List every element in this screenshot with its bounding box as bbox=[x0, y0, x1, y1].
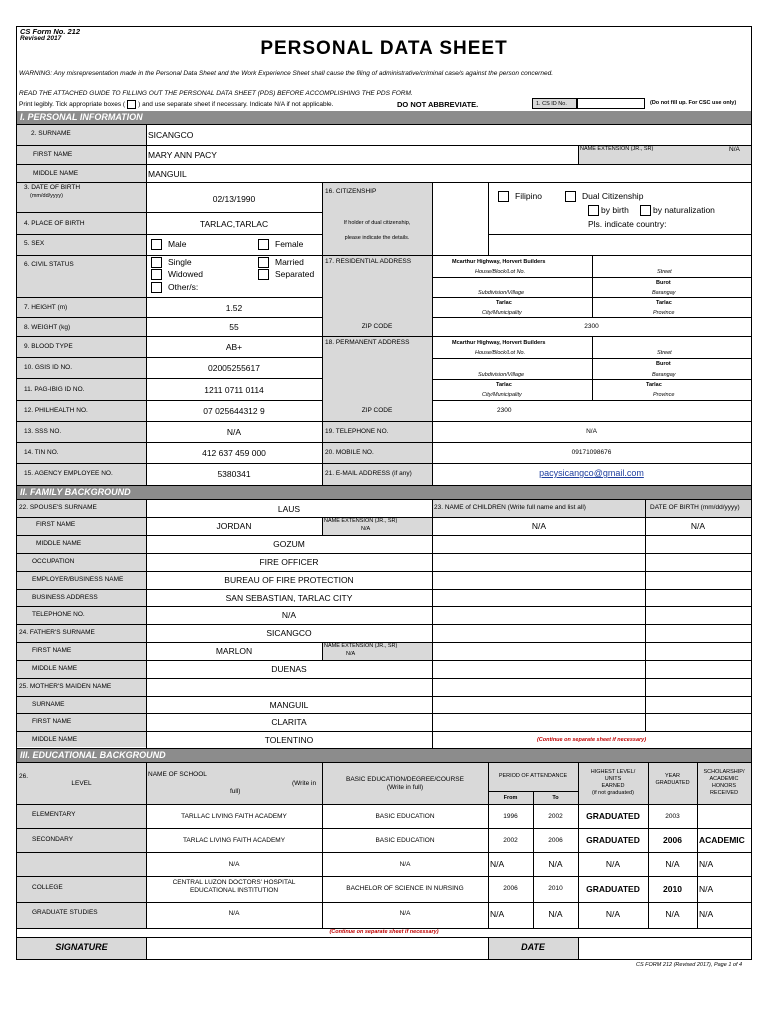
spouse-surname-label: 22. SPOUSE'S SURNAME bbox=[19, 504, 97, 511]
name-ext-value[interactable]: N/A bbox=[729, 146, 740, 153]
res-province-caption: Province bbox=[653, 310, 675, 316]
edu-level: SECONDARY bbox=[32, 836, 74, 843]
course-header-b: (Write in full) bbox=[386, 784, 424, 791]
citizenship-filipino-option[interactable]: Filipino bbox=[498, 191, 542, 202]
weight-value[interactable]: 55 bbox=[229, 322, 239, 332]
edu-highest[interactable]: N/A bbox=[605, 859, 621, 869]
gsis-label: 10. GSIS ID NO. bbox=[24, 364, 73, 371]
cs-id-field[interactable] bbox=[577, 98, 645, 109]
signature-field[interactable] bbox=[147, 938, 488, 959]
edu-to[interactable]: N/A bbox=[548, 859, 563, 869]
perm-subdiv-caption: Subdivision/Village bbox=[478, 372, 525, 378]
mother-surname-value[interactable]: MANGUIL bbox=[269, 700, 309, 710]
philhealth-label: 12. PHILHEALTH NO. bbox=[24, 407, 88, 414]
citizenship-naturalization-option[interactable]: by naturalization bbox=[640, 205, 715, 216]
perm-barangay-value[interactable]: Burot bbox=[656, 361, 671, 367]
edu-honors[interactable]: ACADEMIC bbox=[699, 835, 745, 845]
dual-note-2: please indicate the details. bbox=[344, 235, 410, 241]
sex-label: 5. SEX bbox=[24, 240, 45, 247]
res-address-label: 17. RESIDENTIAL ADDRESS bbox=[325, 258, 412, 265]
edu-school[interactable]: TARLAC LIVING FAITH ACADEMY bbox=[182, 837, 286, 844]
edu-highest[interactable]: GRADUATED bbox=[586, 884, 640, 894]
mother-first-label: FIRST NAME bbox=[32, 718, 72, 725]
edu-from[interactable]: N/A bbox=[490, 909, 505, 919]
edu-level: ELEMENTARY bbox=[32, 811, 76, 818]
dual-note-1: If holder of dual citizenship, bbox=[343, 220, 411, 226]
dob-value[interactable]: 02/13/1990 bbox=[212, 194, 256, 204]
sex-male-option[interactable]: Male bbox=[151, 239, 186, 250]
perm-barangay-caption: Barangay bbox=[652, 372, 676, 378]
spouse-telephone-label: TELEPHONE NO. bbox=[32, 611, 85, 618]
edu-honors[interactable]: N/A bbox=[699, 884, 714, 894]
edu-year[interactable]: 2010 bbox=[663, 884, 682, 894]
spouse-middle-label: MIDDLE NAME bbox=[36, 540, 82, 547]
blood-type-label: 9. BLOOD TYPE bbox=[24, 343, 73, 350]
edu-level: COLLEGE bbox=[32, 884, 63, 891]
edu-honors[interactable]: N/A bbox=[699, 909, 714, 919]
gsis-value[interactable]: 02005255617 bbox=[207, 363, 260, 373]
res-house-caption: House/Block/Lot No. bbox=[475, 269, 526, 275]
country-label: Pls. indicate country: bbox=[588, 219, 667, 229]
first-name-label: FIRST NAME bbox=[33, 151, 73, 158]
family-continue-note: (Continue on separate sheet if necessary) bbox=[536, 737, 647, 743]
telephone-label: 19. TELEPHONE NO. bbox=[325, 428, 389, 435]
civil-separated-checkbox[interactable] bbox=[258, 269, 269, 280]
edu-school[interactable]: TARLLAC LIVING FAITH ACADEMY bbox=[181, 813, 287, 820]
perm-zip-value[interactable]: 2300 bbox=[497, 407, 512, 414]
page-footer-note: CS FORM 212 (Revised 2017), Page 1 of 4 bbox=[636, 962, 743, 968]
mobile-value[interactable]: 09171098676 bbox=[571, 449, 612, 456]
cs-id-label: 1. CS ID No. bbox=[532, 98, 577, 109]
sex-male-checkbox[interactable] bbox=[151, 239, 162, 250]
edu-year[interactable]: 2006 bbox=[663, 835, 682, 845]
highest-level-header: HIGHEST LEVEL/ UNITS EARNED (if not graduated) bbox=[590, 769, 636, 796]
level-header: LEVEL bbox=[71, 780, 92, 787]
perm-city-value[interactable]: Tarlac bbox=[496, 382, 512, 388]
edu-from[interactable]: 2002 bbox=[503, 837, 518, 844]
res-province-value[interactable]: Tarlac bbox=[656, 300, 672, 306]
occupation-label: OCCUPATION bbox=[32, 558, 75, 565]
employer-value[interactable]: BUREAU OF FIRE PROTECTION bbox=[224, 575, 354, 585]
email-value[interactable]: pacysicangco@gmail.com bbox=[539, 468, 644, 478]
education-num: 26. bbox=[19, 773, 29, 780]
edu-year[interactable]: N/A bbox=[665, 859, 680, 869]
page-title: PERSONAL DATA SHEET bbox=[260, 38, 508, 59]
dob-label: 3. DATE OF BIRTH bbox=[24, 184, 81, 191]
edu-to[interactable]: 2010 bbox=[548, 885, 563, 892]
mother-maiden-label: 25. MOTHER'S MAIDEN NAME bbox=[19, 683, 112, 690]
spouse-middle-value[interactable]: GOZUM bbox=[273, 539, 305, 549]
surname-label: 2. SURNAME bbox=[31, 130, 71, 137]
no-abbreviate: DO NOT ABBREVIATE. bbox=[397, 100, 479, 109]
citizenship-birth-option[interactable]: by birth bbox=[588, 205, 629, 216]
height-value[interactable]: 1.52 bbox=[225, 303, 243, 313]
res-zip-label: ZIP CODE bbox=[361, 323, 393, 330]
dual-checkbox[interactable] bbox=[565, 191, 576, 202]
father-ext-value[interactable]: N/A bbox=[346, 651, 356, 657]
res-city-caption: City/Municipality bbox=[482, 310, 522, 316]
civil-married-option[interactable]: Married bbox=[258, 257, 304, 268]
school-header-c: full) bbox=[230, 788, 241, 795]
instructions: Print legibly. Tick appropriate boxes ( ) and use separate sheet if necessary. Indicate N/A if not applicable. bbox=[19, 101, 334, 109]
family-label-column bbox=[17, 499, 146, 747]
res-street-caption: Street bbox=[657, 269, 672, 275]
edu-year[interactable]: N/A bbox=[665, 909, 680, 919]
mother-first-value[interactable]: CLARITA bbox=[271, 717, 307, 727]
civil-single-checkbox[interactable] bbox=[151, 257, 162, 268]
height-label: 7. HEIGHT (m) bbox=[24, 304, 68, 311]
edu-from[interactable]: 1996 bbox=[503, 813, 518, 820]
edu-highest[interactable]: GRADUATED bbox=[586, 835, 640, 845]
section-educational-background: III. EDUCATIONAL BACKGROUND bbox=[17, 749, 751, 762]
father-first-value[interactable]: MARLON bbox=[215, 646, 253, 656]
by-naturalization-checkbox[interactable] bbox=[640, 205, 651, 216]
spouse-first-value[interactable]: JORDAN bbox=[216, 521, 252, 531]
pagibig-label: 11. PAG-IBIG ID NO. bbox=[24, 386, 85, 393]
edu-course[interactable]: N/A bbox=[399, 861, 411, 868]
children-dob-label: DATE OF BIRTH (mm/dd/yyyy) bbox=[650, 504, 740, 511]
citizenship-label: 16. CITIZENSHIP bbox=[325, 188, 377, 195]
weight-label: 8. WEIGHT (kg) bbox=[24, 324, 71, 331]
philhealth-value[interactable]: 07 025644312 9 bbox=[203, 406, 265, 416]
perm-street-caption: Street bbox=[657, 350, 672, 356]
child-name-value[interactable]: N/A bbox=[531, 521, 547, 531]
tick-box-sample bbox=[127, 100, 136, 109]
edu-from[interactable]: N/A bbox=[490, 859, 505, 869]
mobile-label: 20. MOBILE NO. bbox=[325, 449, 374, 456]
civil-other-option[interactable]: Other/s: bbox=[151, 282, 198, 293]
tin-value[interactable]: 412 637 459 000 bbox=[202, 448, 266, 458]
perm-house-value[interactable]: Mcarthur Highway, Horvert Builders bbox=[452, 340, 546, 346]
spouse-surname-value[interactable]: LAUS bbox=[277, 504, 301, 514]
civil-other-checkbox[interactable] bbox=[151, 282, 162, 293]
civil-widowed-option[interactable]: Widowed bbox=[151, 269, 203, 280]
business-address-value[interactable]: SAN SEBASTIAN, TARLAC CITY bbox=[225, 593, 353, 603]
by-birth-checkbox[interactable] bbox=[588, 205, 599, 216]
spouse-telephone-value[interactable]: N/A bbox=[281, 610, 297, 620]
edu-to[interactable]: 2002 bbox=[548, 813, 563, 820]
civil-widowed-checkbox[interactable] bbox=[151, 269, 162, 280]
children-label: 23. NAME of CHILDREN (Write full name and list all) bbox=[434, 504, 586, 511]
sex-female-checkbox[interactable] bbox=[258, 239, 269, 250]
pob-value[interactable]: TARLAC,TARLAC bbox=[199, 219, 269, 229]
middle-name-label: MIDDLE NAME bbox=[33, 170, 79, 177]
form-revision: Revised 2017 bbox=[20, 35, 62, 42]
from-header: From bbox=[503, 795, 518, 801]
pob-label: 4. PLACE OF BIRTH bbox=[24, 220, 85, 227]
date-field[interactable] bbox=[579, 938, 751, 959]
civil-married-checkbox[interactable] bbox=[258, 257, 269, 268]
perm-house-caption: House/Block/Lot No. bbox=[475, 350, 526, 356]
email-label: 21. E-MAIL ADDRESS (if any) bbox=[325, 470, 412, 477]
surname-value[interactable]: SICANGCO bbox=[148, 130, 194, 140]
civil-status-label: 6. CIVIL STATUS bbox=[24, 261, 74, 268]
signature-label: SIGNATURE bbox=[55, 942, 108, 952]
perm-zip-label: ZIP CODE bbox=[361, 407, 393, 414]
res-barangay-caption: Barangay bbox=[652, 290, 676, 296]
sss-value[interactable]: N/A bbox=[226, 427, 242, 437]
school-header-b: (Write in bbox=[292, 780, 317, 787]
agency-no-label: 15. AGENCY EMPLOYEE NO. bbox=[24, 470, 113, 477]
edu-from[interactable]: 2006 bbox=[503, 885, 518, 892]
edu-to[interactable]: 2006 bbox=[548, 837, 563, 844]
section-family-background: II. FAMILY BACKGROUND bbox=[17, 486, 751, 499]
warning-text: WARNING: Any misrepresentation made in the Personal Data Sheet and the Work Experience Sheet shall cause the filing of administrative/criminal case/s against the person concerned. bbox=[19, 70, 553, 77]
form-number: CS Form No. 212 bbox=[20, 27, 81, 36]
pagibig-value[interactable]: 1211 0711 0114 bbox=[204, 385, 264, 395]
father-surname-value[interactable]: SICANGCO bbox=[266, 628, 312, 638]
cs-id-note: (Do not fill up. For CSC use only) bbox=[650, 100, 737, 106]
business-address-label: BUSINESS ADDRESS bbox=[32, 594, 98, 601]
sss-label: 13. SSS NO. bbox=[24, 428, 62, 435]
edu-to[interactable]: N/A bbox=[548, 909, 563, 919]
occupation-value[interactable]: FIRE OFFICER bbox=[259, 557, 319, 567]
tin-label: 14. TIN NO. bbox=[24, 449, 59, 456]
child-dob-value[interactable]: N/A bbox=[690, 521, 706, 531]
guide-text: READ THE ATTACHED GUIDE TO FILLING OUT THE PERSONAL DATA SHEET (PDS) BEFORE ACCOMPLISHING THE PDS FORM. bbox=[19, 90, 413, 97]
course-header-a: BASIC EDUCATION/DEGREE/COURSE bbox=[346, 776, 464, 783]
name-ext-label: NAME EXTENSION (JR., SR) bbox=[580, 146, 654, 152]
telephone-value[interactable]: N/A bbox=[586, 428, 597, 435]
edu-course[interactable]: N/A bbox=[399, 910, 411, 917]
res-city-value[interactable]: Tarlac bbox=[496, 300, 512, 306]
edu-school[interactable]: CENTRAL LUZON DOCTORS' HOSPITAL EDUCATIONAL INSTITUTION bbox=[172, 879, 296, 894]
spouse-ext-value[interactable]: N/A bbox=[361, 526, 371, 532]
edu-school[interactable]: N/A bbox=[228, 910, 240, 917]
perm-address-label: 18. PERMANENT ADDRESS bbox=[325, 339, 410, 346]
education-continue-note: (Continue on separate sheet if necessary) bbox=[329, 929, 439, 935]
label-column-mid bbox=[322, 183, 432, 485]
edu-course[interactable]: BASIC EDUCATION bbox=[375, 837, 435, 844]
father-middle-label: MIDDLE NAME bbox=[32, 665, 78, 672]
edu-course[interactable]: BASIC EDUCATION bbox=[375, 813, 435, 820]
section-personal-info: I. PERSONAL INFORMATION bbox=[17, 111, 751, 124]
filipino-checkbox[interactable] bbox=[498, 191, 509, 202]
first-name-value[interactable]: MARY ANN PACY bbox=[148, 150, 217, 160]
edu-year[interactable]: 2003 bbox=[665, 813, 680, 820]
edu-highest[interactable]: GRADUATED bbox=[586, 811, 640, 821]
period-header: PERIOD OF ATTENDANCE bbox=[498, 773, 568, 779]
res-zip-value[interactable]: 2300 bbox=[584, 323, 599, 330]
civil-separated-option[interactable]: Separated bbox=[258, 269, 314, 280]
perm-city-caption: City/Municipality bbox=[482, 392, 522, 398]
edu-level: GRADUATE STUDIES bbox=[32, 909, 98, 916]
honors-header: SCHOLARSHIP/ ACADEMIC HONORS RECEIVED bbox=[703, 769, 745, 796]
sex-female-option[interactable]: Female bbox=[258, 239, 303, 250]
spouse-first-label: FIRST NAME bbox=[36, 521, 76, 528]
mother-surname-label: SURNAME bbox=[32, 701, 65, 708]
mother-middle-label: MIDDLE NAME bbox=[32, 736, 78, 743]
perm-province-caption: Province bbox=[653, 392, 675, 398]
middle-name-value[interactable]: MANGUIL bbox=[148, 169, 187, 179]
civil-single-option[interactable]: Single bbox=[151, 257, 192, 268]
father-middle-value[interactable]: DUENAS bbox=[271, 664, 307, 674]
citizenship-dual-option[interactable]: Dual Citizenship bbox=[565, 191, 643, 202]
res-barangay-value[interactable]: Burot bbox=[656, 280, 671, 286]
spouse-ext-label: NAME EXTENSION (JR., SR) bbox=[324, 518, 398, 524]
edu-course[interactable]: BACHELOR OF SCIENCE IN NURSING bbox=[346, 885, 464, 892]
to-header: To bbox=[552, 795, 559, 801]
school-header-a: NAME OF SCHOOL bbox=[148, 771, 207, 778]
father-surname-label: 24. FATHER'S SURNAME bbox=[19, 629, 95, 636]
dob-format: (mm/dd/yyyy) bbox=[30, 193, 63, 199]
father-ext-label: NAME EXTENSION (JR., SR) bbox=[324, 643, 398, 649]
perm-province-value[interactable]: Tarlac bbox=[646, 382, 662, 388]
year-graduated-header: YEAR GRADUATED bbox=[655, 773, 690, 786]
edu-honors[interactable]: N/A bbox=[699, 859, 714, 869]
date-label: DATE bbox=[521, 942, 545, 952]
edu-school[interactable]: N/A bbox=[228, 861, 240, 868]
employer-label: EMPLOYER/BUSINESS NAME bbox=[32, 576, 124, 583]
agency-no-value[interactable]: 5380341 bbox=[217, 469, 251, 479]
mother-middle-value[interactable]: TOLENTINO bbox=[264, 735, 314, 745]
edu-highest[interactable]: N/A bbox=[605, 909, 621, 919]
blood-type-value[interactable]: AB+ bbox=[225, 342, 243, 352]
res-subdiv-caption: Subdivision/Village bbox=[478, 290, 525, 296]
father-first-label: FIRST NAME bbox=[32, 647, 72, 654]
res-house-value[interactable]: Mcarthur Highway, Horvert Builders bbox=[452, 259, 546, 265]
